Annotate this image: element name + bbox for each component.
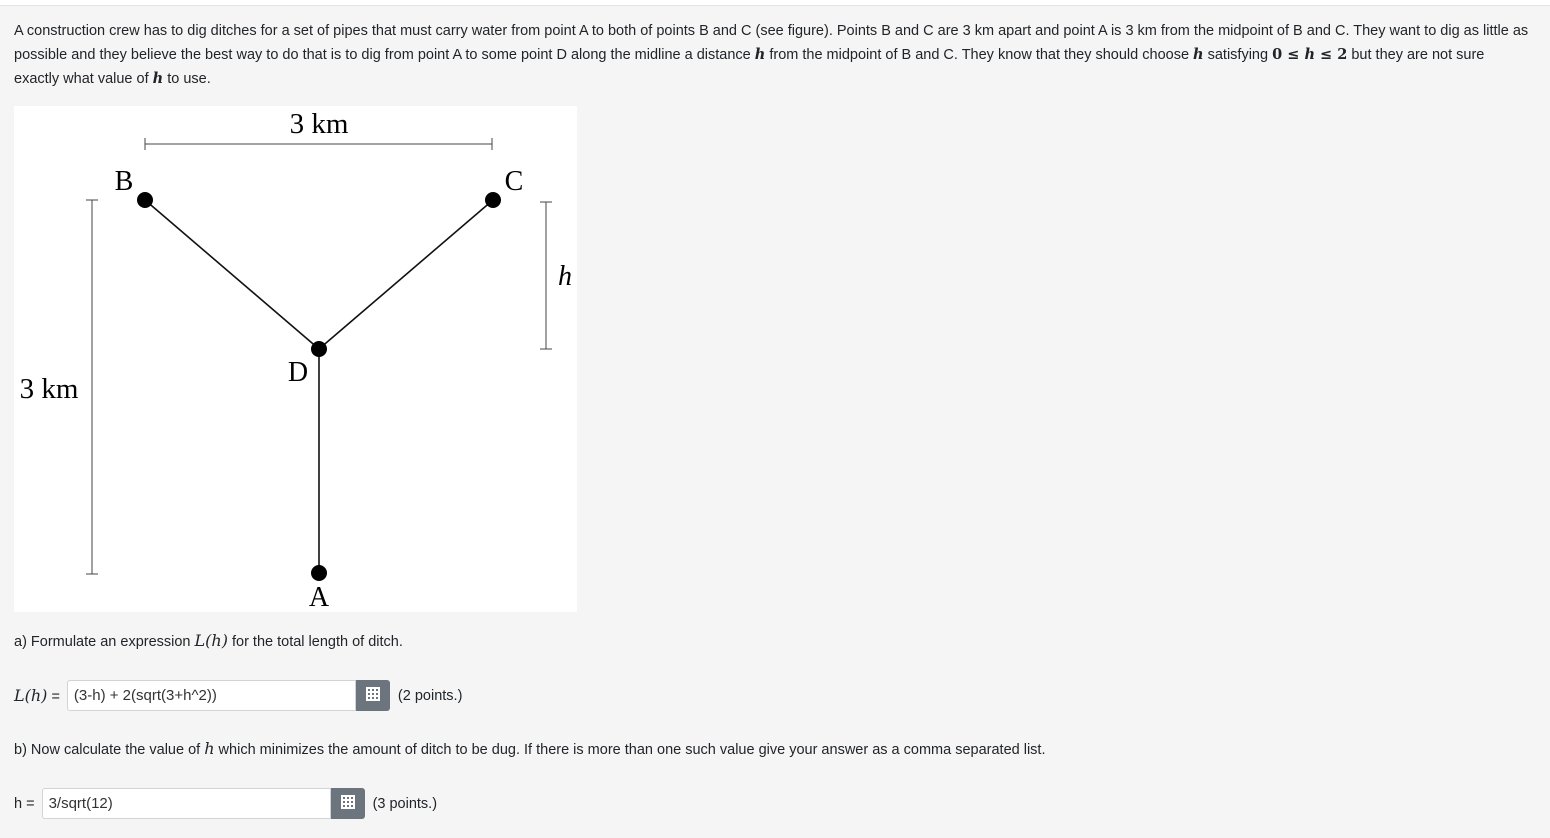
ditch-b-d <box>145 200 319 349</box>
point-d-label: D <box>287 357 309 388</box>
point-b-label: B <box>114 166 134 197</box>
part-b-equation-editor-button[interactable] <box>331 788 365 819</box>
part-b-answer-row <box>14 787 437 820</box>
pipe-diagram-svg <box>14 106 577 612</box>
part-b-answer-input[interactable]: 3/sqrt(12) <box>42 788 331 819</box>
top-dimension-label: 3 km <box>289 108 349 140</box>
grid-calculator-icon <box>341 795 355 813</box>
grid-calculator-icon <box>366 687 380 705</box>
h-dimension-label: h <box>558 261 572 292</box>
pipe-diagram <box>14 106 577 612</box>
point-b-dot <box>137 192 153 208</box>
part-a-answer-label: L(h) = <box>14 686 60 705</box>
point-c-label: C <box>504 166 524 197</box>
part-a-answer-input[interactable]: (3-h) + 2(sqrt(3+h^2)) <box>67 680 356 711</box>
part-b-answer-label: h = <box>14 795 35 812</box>
left-dimension-label: 3 km <box>19 373 79 405</box>
problem-statement: A construction crew has to dig ditches for a set of pipes that must carry water from point A to both of points B and C (see figure). Points B and C are 3 km apart and point A is 3 km from the midpoint of B and C. They want to dig as little as possible and they believe the best way to do that is to dig from point A to some point D along the midline a distance h from the midpoint of B and C. They know that they should choose h satisfying 0 ≤ h ≤ 2 but they are not sure exactly what value of h to use. <box>14 23 1529 87</box>
top-border <box>0 0 1550 6</box>
part-a-answer-row <box>14 679 462 712</box>
point-a-label: A <box>308 582 330 612</box>
ditch-c-d <box>319 200 493 349</box>
point-c-dot <box>485 192 501 208</box>
part-a-equation-editor-button[interactable] <box>356 680 390 711</box>
part-a-points: (2 points.) <box>397 687 463 704</box>
point-a-dot <box>311 565 327 581</box>
point-d-dot <box>311 341 327 357</box>
part-b-points: (3 points.) <box>372 795 438 812</box>
part-b-prompt: b) Now calculate the value of h which minimizes the amount of ditch to be dug. If there is more than one such value give your answer as a comma separated list. <box>14 739 1046 758</box>
part-a-prompt: a) Formulate an expression L(h) for the total length of ditch. <box>14 631 403 650</box>
